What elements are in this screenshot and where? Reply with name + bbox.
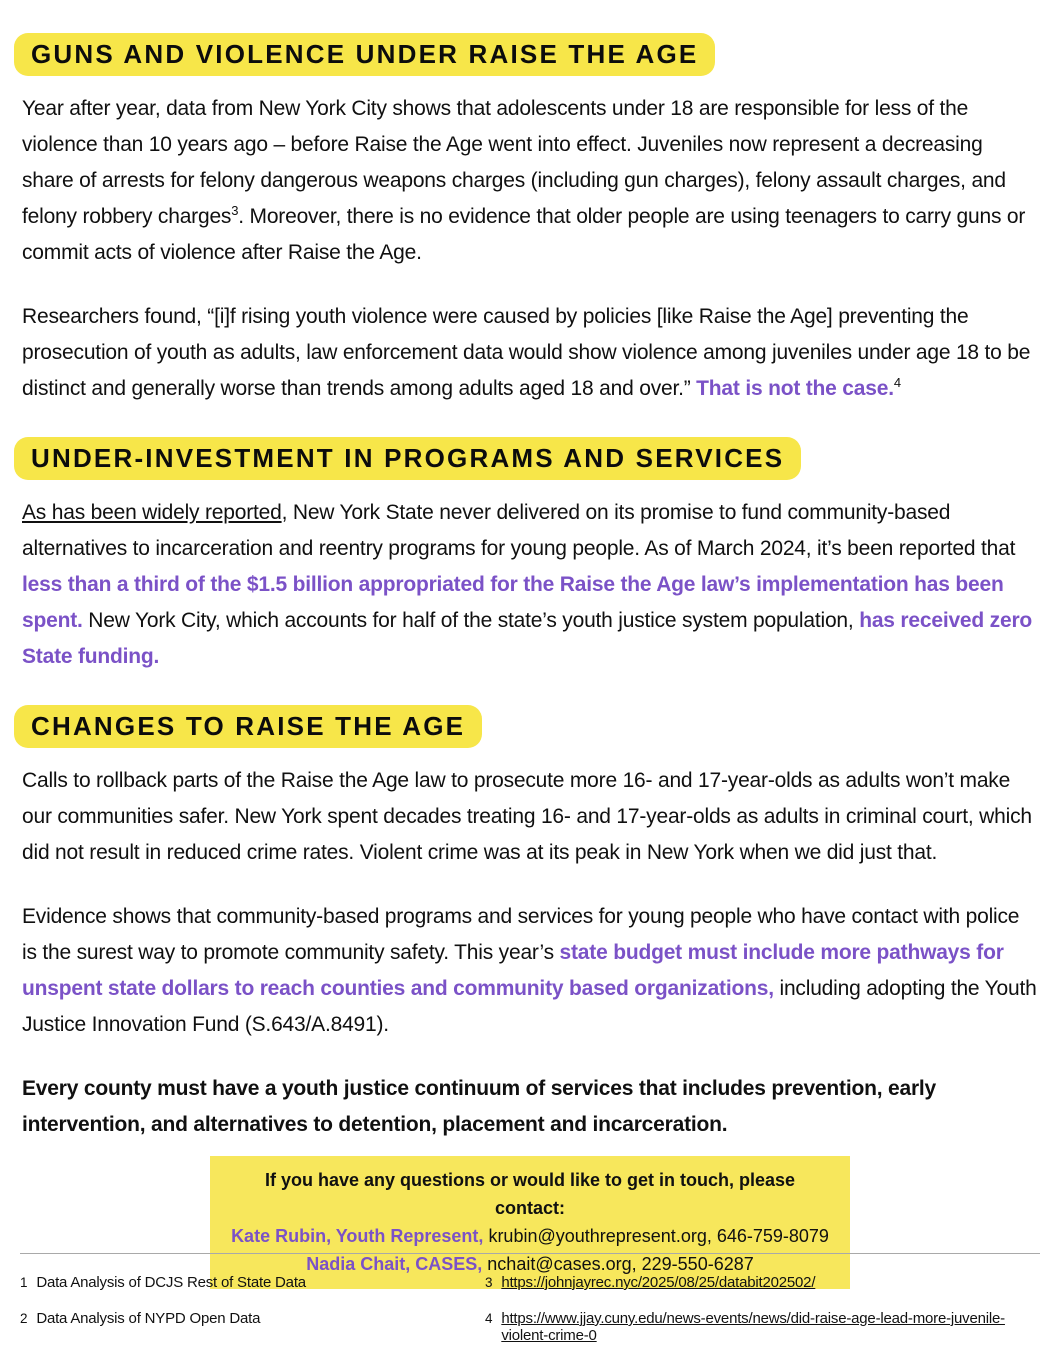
footnote-ref-3: 3 <box>231 203 239 218</box>
footnotes-footer <box>20 1253 1040 1363</box>
section-heading-guns-and-violence: GUNS AND VIOLENCE UNDER RAISE THE AGE <box>14 33 715 76</box>
emphasis-state-budget: state budget must include more pathways for unspent state dollars to reach counties and community based organizations, <box>22 941 1004 1000</box>
footnote-4-number: 4 <box>485 1311 493 1326</box>
contact-line-kate-rubin <box>230 1222 830 1250</box>
paragraph-changes-2 <box>22 899 1038 1043</box>
footnotes-column-right <box>485 1274 1040 1363</box>
guns-p2-text: Researchers found, “[i]f rising youth violence were caused by policies [like Raise the Age] preventing the prosecution of youth as adults, law enforcement data would show violence among juveniles under age 18 to be distinct and generally worse than trends among adults aged 18 and over.” <box>22 305 1031 400</box>
footnote-1-number: 1 <box>20 1275 28 1290</box>
heading-row-guns <box>22 33 1038 76</box>
footnote-2 <box>20 1310 485 1327</box>
underinvestment-text-b: New York City, which accounts for half of the state’s youth justice system population, <box>82 609 860 632</box>
footnote-3-link[interactable]: https://johnjayrec.nyc/2025/08/25/databit202502/ <box>501 1274 816 1291</box>
paragraph-guns-1 <box>22 91 1038 271</box>
heading-row-changes <box>22 705 1038 748</box>
paragraph-guns-2 <box>22 299 1038 407</box>
guns-p1-text-a: Year after year, data from New York City shows that adolescents under 18 are responsible for less of the violence than 10 years ago – before Raise the Age went into effect. Juveniles now represent a decreasing share of arrests for felony dangerous weapons charges (including gun charges), felony assault charges, and felony robbery charges <box>22 97 1006 228</box>
emphasis-not-the-case: That is not the case. <box>696 377 894 400</box>
underinvestment-text-a: , New York State never delivered on its promise to fund community-based alternatives to incarceration and reentry programs for young people. As of March 2024, it’s been reported that <box>22 501 1016 560</box>
changes-p2-text-a: Evidence shows that community-based programs and services for young people who have contact with police is the surest way to promote community safety. This year’s <box>22 905 1020 964</box>
footnote-1 <box>20 1274 485 1291</box>
paragraph-changes-1: Calls to rollback parts of the Raise the Age law to prosecute more 16- and 17-year-olds as adults won’t make our communities safer. New York spent decades treating 16- and 17-year-olds as adults in criminal court, which did not result in reduced crime rates. Violent crime was at its peak in New York when we did just that. <box>22 769 1032 864</box>
footnote-ref-4: 4 <box>893 375 901 390</box>
contact-info-nadia-chait: nchait@cases.org, 229-550-6287 <box>482 1254 754 1274</box>
emphasis-zero-state-funding: has received zero State funding. <box>22 609 1033 668</box>
contact-name-nadia-chait: Nadia Chait, CASES, <box>306 1254 483 1274</box>
contact-info-kate-rubin: krubin@youthrepresent.org, 646-759-8079 <box>483 1226 829 1246</box>
footnote-1-text: Data Analysis of DCJS Rest of State Data <box>36 1274 306 1291</box>
footnote-3 <box>485 1274 1040 1291</box>
underlined-widely-reported: As has been widely reported <box>22 501 282 524</box>
footnote-2-number: 2 <box>20 1311 28 1326</box>
section-heading-changes: CHANGES TO RAISE THE AGE <box>14 705 482 748</box>
footnotes-column-left <box>20 1274 485 1363</box>
footnote-4 <box>485 1310 1040 1344</box>
changes-p2-text-b: including adopting the Youth Justice Innovation Fund (S.643/A.8491). <box>22 977 1037 1036</box>
footnotes-list <box>20 1274 1040 1363</box>
paragraph-underinvestment <box>22 495 1038 675</box>
heading-row-underinvestment <box>22 437 1038 480</box>
footer-divider <box>20 1253 1040 1254</box>
emphasis-third-of-funds: less than a third of the $1.5 billion appropriated for the Raise the Age law’s implementation has been spent. <box>22 573 1004 632</box>
footnote-2-text: Data Analysis of NYPD Open Data <box>36 1310 261 1327</box>
contact-intro: If you have any questions or would like to get in touch, please contact: <box>264 1170 796 1218</box>
contact-name-kate-rubin: Kate Rubin, Youth Represent, <box>231 1226 484 1246</box>
footnote-4-link[interactable]: https://www.jjay.cuny.edu/news-events/news/did-raise-age-lead-more-juvenile-violent-crime-0 <box>501 1310 1005 1344</box>
footnote-3-number: 3 <box>485 1275 493 1290</box>
guns-p1-text-b: . Moreover, there is no evidence that older people are using teenagers to carry guns or commit acts of violence after Raise the Age. <box>22 205 1026 264</box>
paragraph-changes-3-callout: Every county must have a youth justice continuum of services that includes prevention, early intervention, and alternatives to detention, placement and incarceration. <box>22 1077 937 1136</box>
section-heading-underinvestment: UNDER-INVESTMENT IN PROGRAMS AND SERVICES <box>14 437 801 480</box>
